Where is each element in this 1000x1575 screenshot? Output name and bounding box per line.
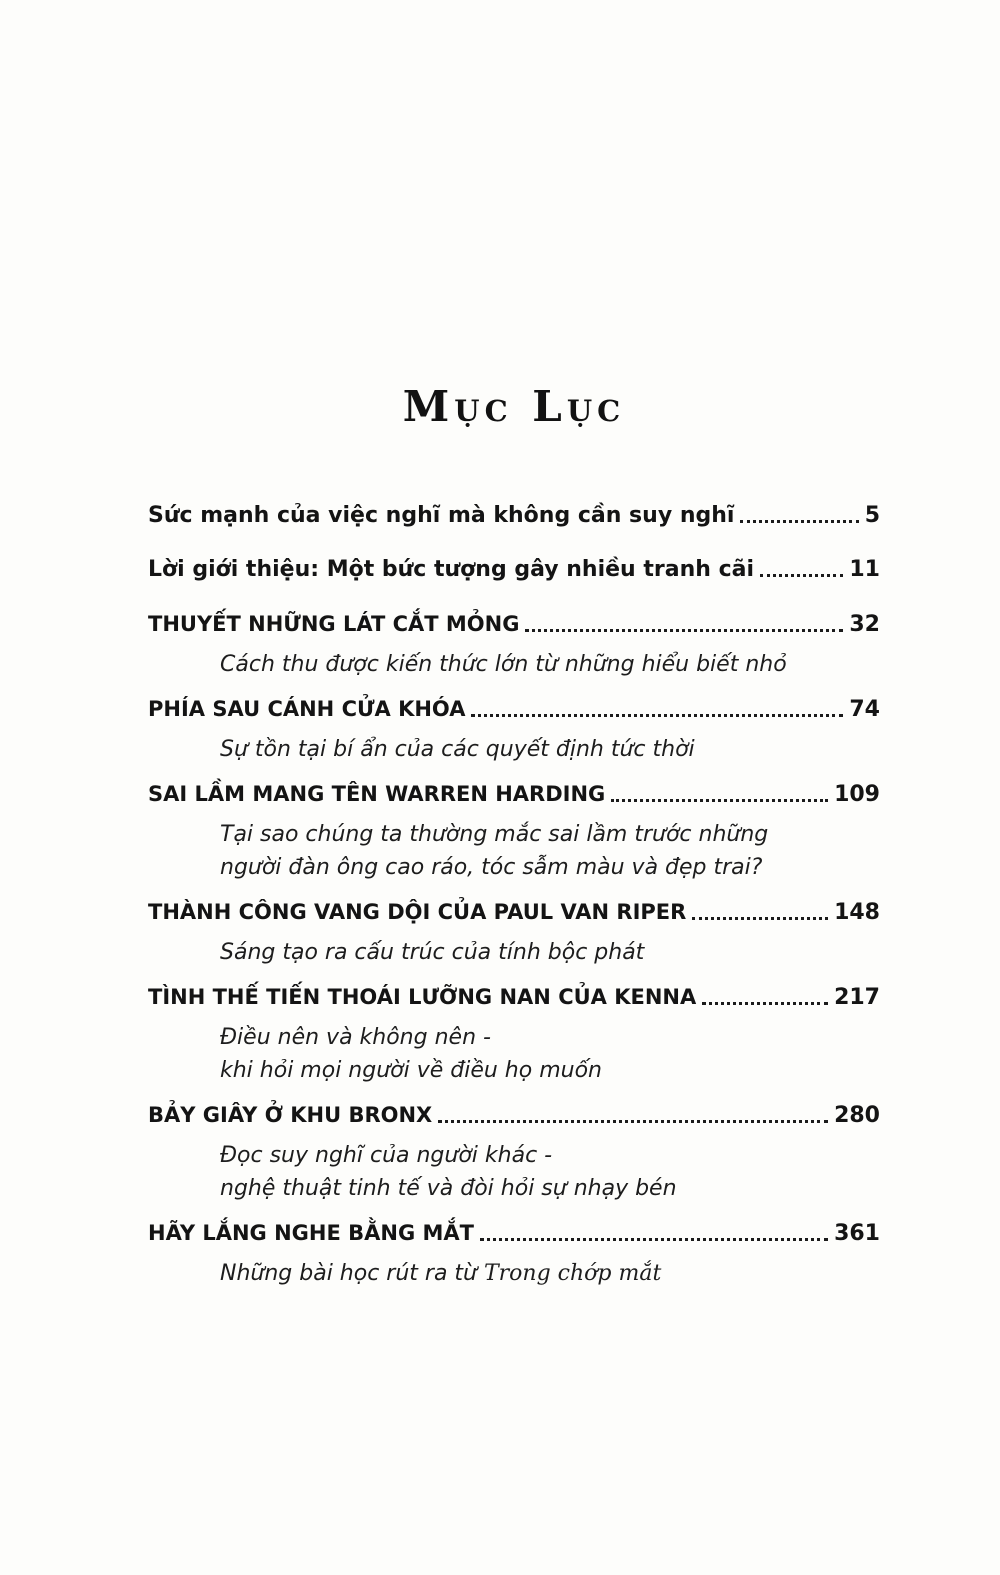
toc-entry-label: THÀNH CÔNG VANG DỘI CỦA PAUL VAN RIPER — [148, 900, 687, 924]
toc-entry-page-number: 280 — [834, 1103, 880, 1128]
subtitle-line: nghệ thuật tinh tế và đòi hỏi sự nhạy bén — [220, 1176, 677, 1201]
toc-entry-page-number: 217 — [834, 985, 880, 1010]
toc-entry-label: HÃY LẮNG NGHE BẰNG MẮT — [148, 1221, 474, 1245]
dot-leader — [471, 714, 843, 717]
toc-entry — [148, 555, 880, 585]
toc-entry — [148, 982, 880, 1087]
dot-leader — [702, 1002, 828, 1005]
toc-entry-label: TÌNH THẾ TIẾN THOÁI LƯỠNG NAN CỦA KENNA — [148, 985, 697, 1009]
toc-entry-row — [148, 897, 880, 928]
subtitle-line: Tại sao chúng ta thường mắc sai lầm trước những — [220, 822, 769, 847]
subtitle-line — [220, 1257, 880, 1290]
subtitle-line: Điều nên và không nên - — [220, 1025, 491, 1050]
toc-entry — [148, 1218, 880, 1290]
subtitle-line: Sáng tạo ra cấu trúc của tính bộc phát — [220, 940, 645, 965]
subtitle-line: Sự tồn tại bí ẩn của các quyết định tức thời — [220, 737, 695, 762]
toc-entry-page-number: 11 — [849, 557, 880, 582]
toc-entry-subtitle — [148, 1021, 880, 1087]
toc-entry-page-number: 74 — [849, 697, 880, 722]
table-of-contents — [148, 501, 880, 1290]
toc-entry-subtitle — [148, 648, 880, 681]
toc-entry-row — [148, 982, 880, 1013]
subtitle-line: Đọc suy nghĩ của người khác - — [220, 1143, 553, 1168]
toc-entry-page-number: 109 — [834, 782, 880, 807]
subtitle-line: Cách thu được kiến thức lớn từ những hiểu biết nhỏ — [220, 652, 787, 677]
subtitle-text: Những bài học rút ra từ — [220, 1261, 484, 1286]
toc-entry-page-number: 361 — [834, 1221, 880, 1246]
toc-entry-label: SAI LẦM MANG TÊN WARREN HARDING — [148, 782, 606, 806]
toc-entry-row — [148, 1100, 880, 1131]
dot-leader — [438, 1120, 828, 1123]
toc-entry-label: Lời giới thiệu: Một bức tượng gây nhiều tranh cãi — [148, 557, 754, 582]
dot-leader — [480, 1238, 828, 1241]
page-title: Mục Lục — [402, 382, 626, 431]
toc-entry-subtitle — [148, 818, 880, 884]
toc-entry-row — [148, 609, 880, 640]
toc-entry-subtitle — [148, 1139, 880, 1205]
toc-entry-page-number: 5 — [864, 503, 880, 528]
referenced-book-title: Trong chớp mắt — [483, 1261, 662, 1286]
toc-entry-page-number: 148 — [834, 900, 880, 925]
toc-entry — [148, 694, 880, 766]
toc-entry-row — [148, 555, 880, 585]
subtitle-line: khi hỏi mọi người về điều họ muốn — [220, 1058, 602, 1083]
toc-entry-row — [148, 1218, 880, 1249]
toc-entry-row — [148, 779, 880, 810]
dot-leader — [760, 574, 843, 577]
toc-entry — [148, 1100, 880, 1205]
toc-entry — [148, 897, 880, 969]
toc-entry — [148, 501, 880, 531]
toc-entry-row — [148, 501, 880, 531]
toc-entry-label: THUYẾT NHỮNG LÁT CẮT MỎNG — [148, 612, 520, 636]
toc-entry-page-number: 32 — [849, 612, 880, 637]
toc-entry-label: PHÍA SAU CÁNH CỬA KHÓA — [148, 697, 466, 721]
dot-leader — [611, 799, 828, 802]
dot-leader — [692, 917, 828, 920]
toc-entry-subtitle — [148, 936, 880, 969]
toc-entry — [148, 609, 880, 681]
toc-entry — [148, 779, 880, 884]
toc-entry-row — [148, 694, 880, 725]
toc-entry-subtitle — [148, 1257, 880, 1290]
dot-leader — [525, 629, 843, 632]
toc-entry-label: BẢY GIÂY Ở KHU BRONX — [148, 1103, 433, 1127]
dot-leader — [740, 520, 858, 523]
toc-entry-label: Sức mạnh của việc nghĩ mà không cần suy nghĩ — [148, 503, 735, 528]
subtitle-line: người đàn ông cao ráo, tóc sẫm màu và đẹp trai? — [220, 855, 763, 880]
page-content — [148, 0, 880, 1303]
toc-entry-subtitle — [148, 733, 880, 766]
